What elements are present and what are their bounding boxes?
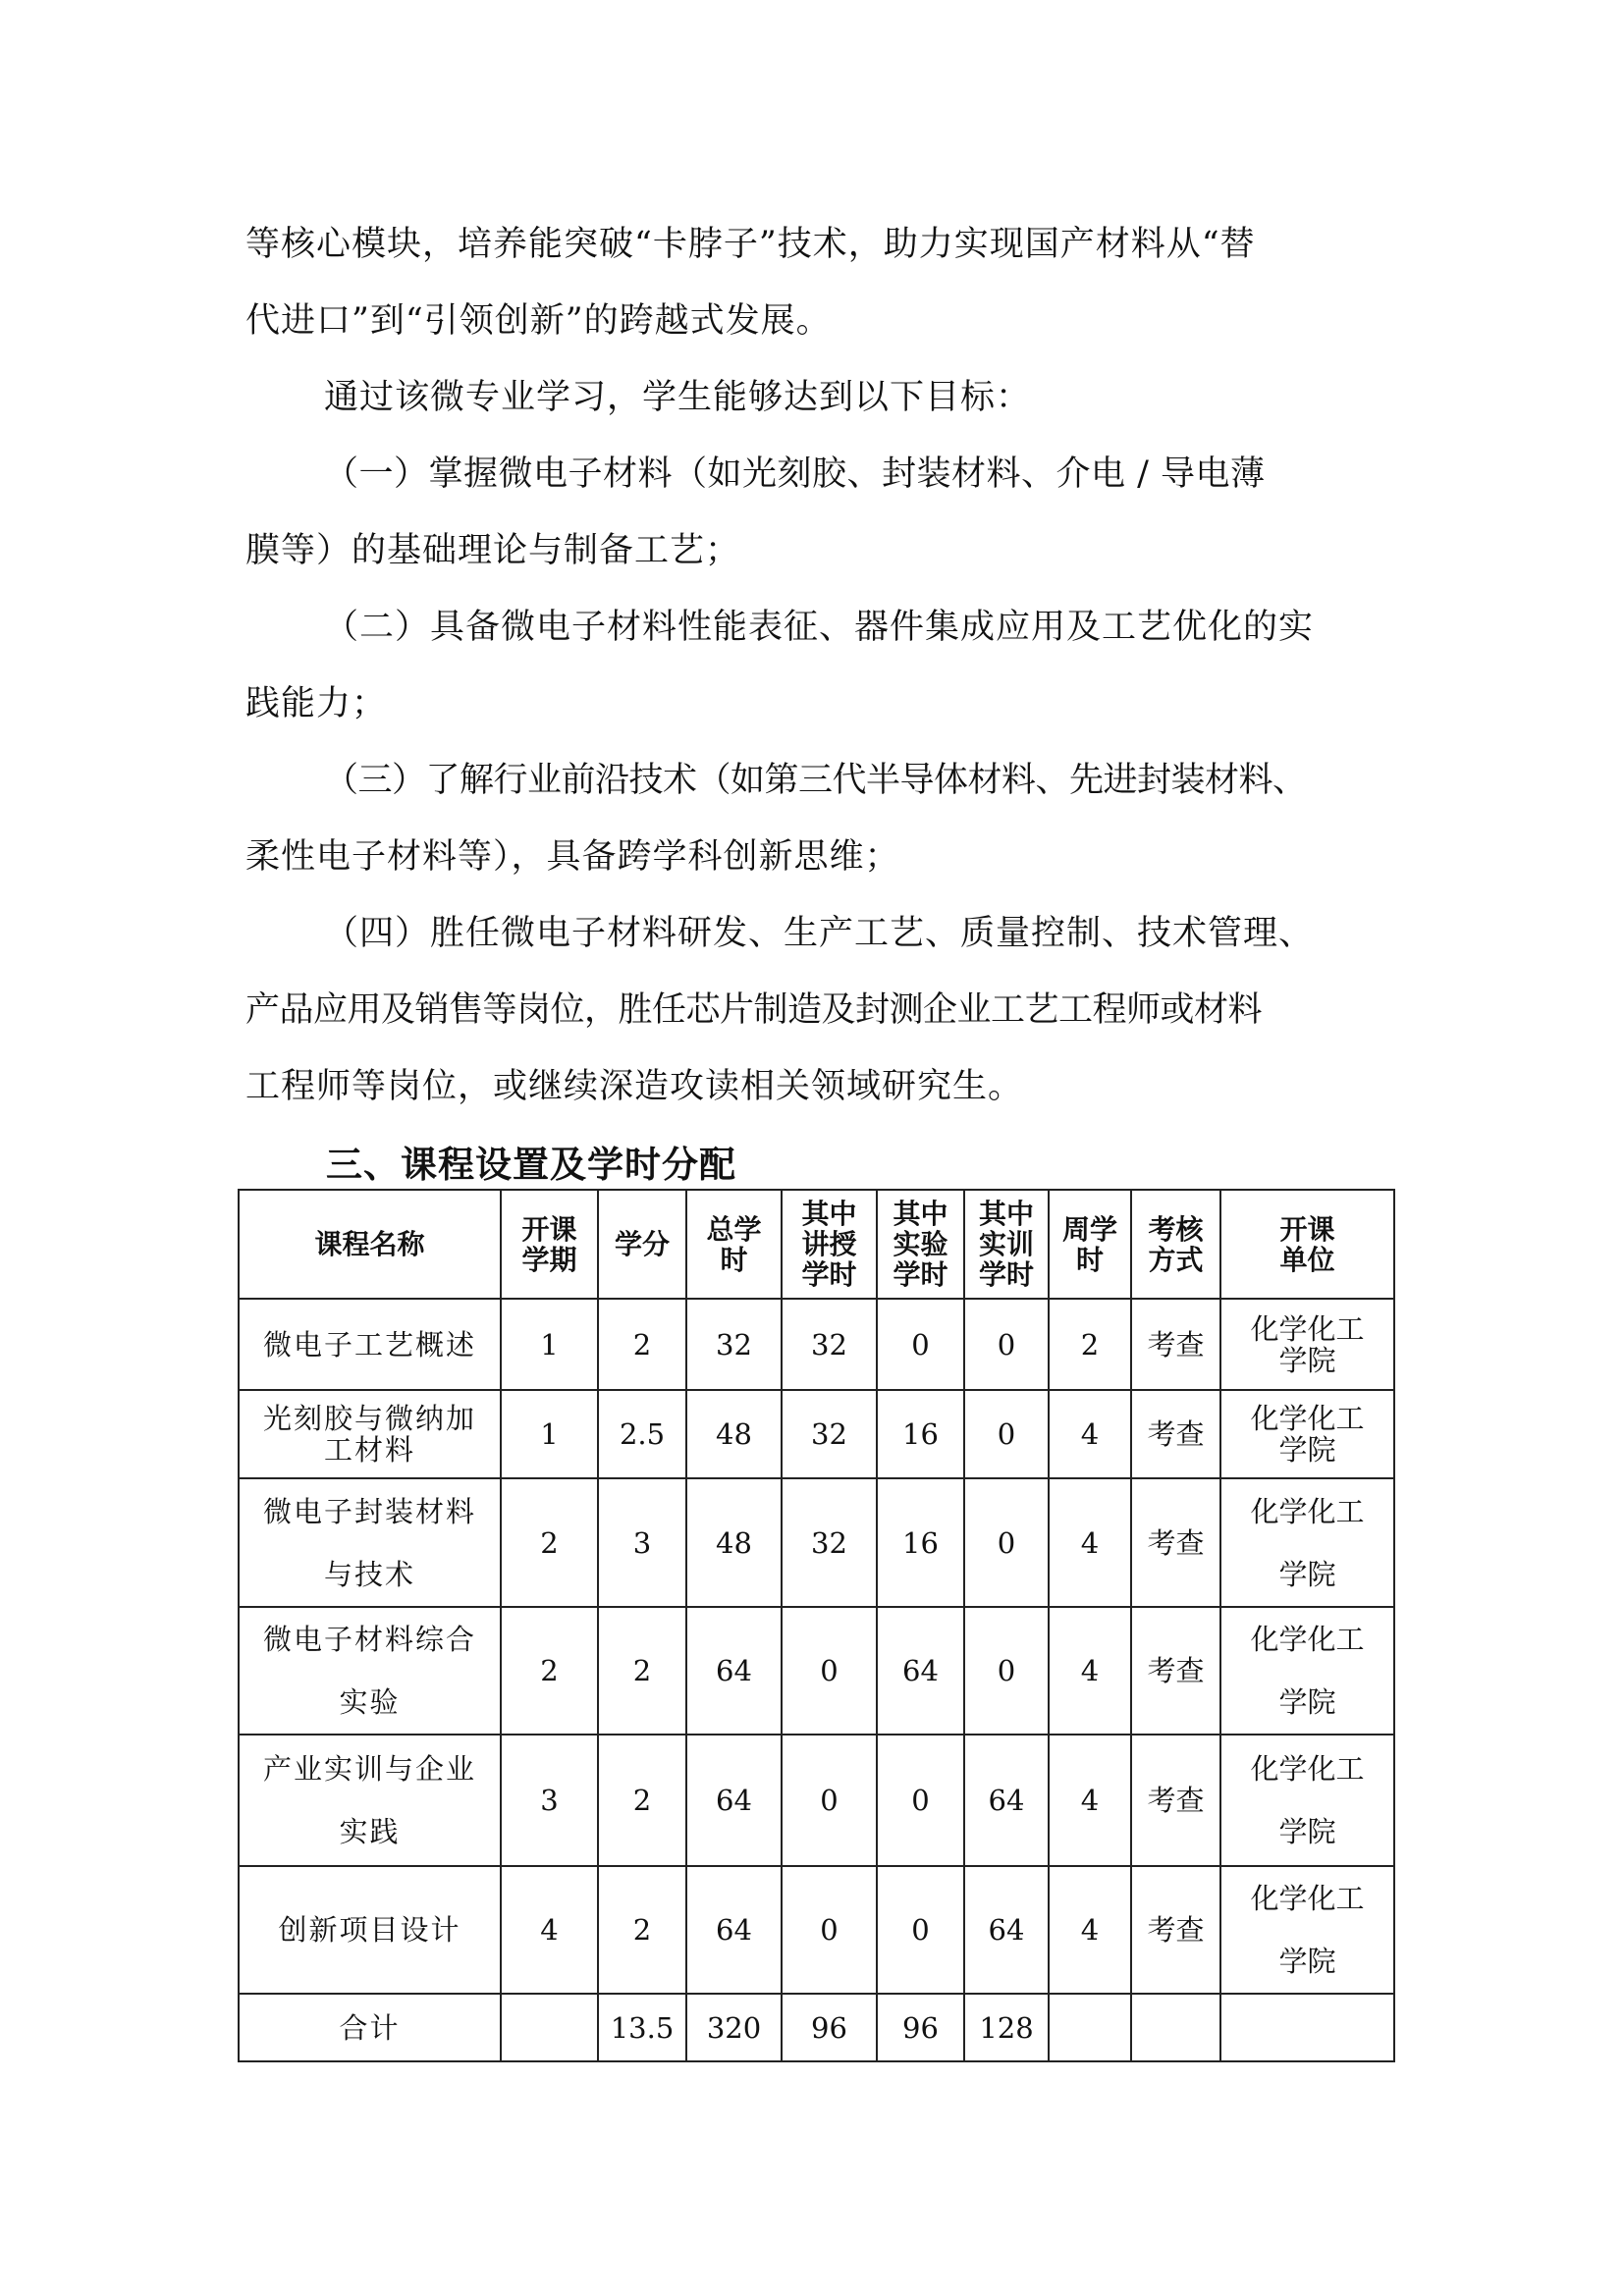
total-credits-cell: 13.5: [598, 1994, 686, 2061]
text-line: 膜等）的基础理论与制备工艺；: [245, 531, 741, 570]
paragraph-goal-3: [245, 742, 1394, 895]
credits-cell: 2: [598, 1735, 686, 1866]
semester-cell: 1: [501, 1390, 598, 1478]
total-hours-cell: 320: [686, 1994, 782, 2061]
weekly-hours-cell: 4: [1049, 1607, 1131, 1735]
total-unit-cell: [1220, 1994, 1394, 2061]
total-label: 合计: [239, 1994, 501, 2061]
header-semester: 开课 学期: [501, 1190, 598, 1299]
header-assessment: 考核 方式: [1131, 1190, 1220, 1299]
table-row: [239, 1390, 1394, 1478]
weekly-hours-cell: 4: [1049, 1478, 1131, 1607]
total-lecture-hours-cell: 96: [782, 1994, 877, 2061]
credits-cell: 3: [598, 1478, 686, 1607]
weekly-hours-cell: 2: [1049, 1299, 1131, 1390]
text-line: 践能力；: [245, 684, 388, 723]
semester-cell: 1: [501, 1299, 598, 1390]
header-lab-hours: 其中 实验 学时: [877, 1190, 964, 1299]
header-weekly-hours: 周学 时: [1049, 1190, 1131, 1299]
paragraph-goal-4: [245, 895, 1394, 1125]
header-unit: 开课 单位: [1220, 1190, 1394, 1299]
table-header-row: [239, 1190, 1394, 1299]
total-training-hours-cell: 128: [964, 1994, 1049, 2061]
assessment-cell: 考查: [1131, 1735, 1220, 1866]
table-row: [239, 1735, 1394, 1866]
training-hours-cell: 0: [964, 1607, 1049, 1735]
unit-cell: 化学化工 学院: [1220, 1866, 1394, 1994]
lab-hours-cell: 0: [877, 1735, 964, 1866]
unit-cell: 化学化工 学院: [1220, 1478, 1394, 1607]
semester-cell: 2: [501, 1478, 598, 1607]
lab-hours-cell: 16: [877, 1478, 964, 1607]
course-name: 微电子封装材料 与技术: [239, 1478, 501, 1607]
total-lab-hours-cell: 96: [877, 1994, 964, 2061]
table-row: [239, 1478, 1394, 1607]
unit-cell: 化学化工 学院: [1220, 1390, 1394, 1478]
table-row: [239, 1866, 1394, 1994]
credits-cell: 2: [598, 1607, 686, 1735]
course-name: 产业实训与企业 实践: [239, 1735, 501, 1866]
assessment-cell: 考查: [1131, 1607, 1220, 1735]
assessment-cell: 考查: [1131, 1390, 1220, 1478]
assessment-cell: 考查: [1131, 1478, 1220, 1607]
lecture-hours-cell: 32: [782, 1390, 877, 1478]
text-line: （四）胜任微电子材料研发、生产工艺、质量控制、技术管理、: [324, 914, 1315, 953]
lecture-hours-cell: 0: [782, 1735, 877, 1866]
training-hours-cell: 0: [964, 1299, 1049, 1390]
text-line: 等核心模块，培养能突破“卡脖子”技术，助力实现国产材料从“替: [245, 225, 1256, 264]
text-line: （二）具备微电子材料性能表征、器件集成应用及工艺优化的实: [324, 608, 1315, 647]
unit-cell: 化学化工 学院: [1220, 1607, 1394, 1735]
text-line: 工程师等岗位，或继续深造攻读相关领域研究生。: [245, 1067, 1024, 1106]
total-hours-cell: 64: [686, 1735, 782, 1866]
total-semester-cell: [501, 1994, 598, 2061]
course-name: 创新项目设计: [239, 1866, 501, 1994]
paragraph-goal-1: [245, 436, 1394, 589]
lab-hours-cell: 64: [877, 1607, 964, 1735]
training-hours-cell: 64: [964, 1735, 1049, 1866]
course-name: 光刻胶与微纳加 工材料: [239, 1390, 501, 1478]
text-line: 代进口”到“引领创新”的跨越式发展。: [245, 301, 832, 341]
total-hours-cell: 48: [686, 1390, 782, 1478]
lab-hours-cell: 0: [877, 1299, 964, 1390]
table-row: [239, 1607, 1394, 1735]
course-name: 微电子工艺概述: [239, 1299, 501, 1390]
text-line: 通过该微专业学习，学生能够达到以下目标：: [324, 378, 1032, 417]
assessment-cell: 考查: [1131, 1866, 1220, 1994]
course-name: 微电子材料综合 实验: [239, 1607, 501, 1735]
training-hours-cell: 0: [964, 1390, 1049, 1478]
header-lecture-hours: 其中 讲授 学时: [782, 1190, 877, 1299]
total-hours-cell: 64: [686, 1607, 782, 1735]
header-credits: 学分: [598, 1190, 686, 1299]
lecture-hours-cell: 0: [782, 1607, 877, 1735]
paragraph-goal-2: [245, 589, 1394, 742]
paragraph-intro-end: [245, 206, 1394, 359]
table-row: [239, 1299, 1394, 1390]
paragraph-goals-intro: [245, 359, 1394, 436]
unit-cell: 化学化工 学院: [1220, 1735, 1394, 1866]
unit-cell: 化学化工 学院: [1220, 1299, 1394, 1390]
lecture-hours-cell: 32: [782, 1299, 877, 1390]
text-line: 产品应用及销售等岗位，胜任芯片制造及封测企业工艺工程师或材料: [245, 990, 1263, 1030]
lecture-hours-cell: 32: [782, 1478, 877, 1607]
table-total-row: [239, 1994, 1394, 2061]
text-line: （三）了解行业前沿技术（如第三代半导体材料、先进封装材料、: [324, 761, 1307, 800]
lab-hours-cell: 0: [877, 1866, 964, 1994]
lecture-hours-cell: 0: [782, 1866, 877, 1994]
credits-cell: 2: [598, 1299, 686, 1390]
weekly-hours-cell: 4: [1049, 1390, 1131, 1478]
credits-cell: 2: [598, 1866, 686, 1994]
course-table: [238, 1189, 1395, 2062]
semester-cell: 2: [501, 1607, 598, 1735]
assessment-cell: 考查: [1131, 1299, 1220, 1390]
credits-cell: 2.5: [598, 1390, 686, 1478]
weekly-hours-cell: 4: [1049, 1735, 1131, 1866]
text-line: （一）掌握微电子材料（如光刻胶、封装材料、介电 / 导电薄: [324, 454, 1266, 494]
total-weekly-hours-cell: [1049, 1994, 1131, 2061]
semester-cell: 4: [501, 1866, 598, 1994]
lab-hours-cell: 16: [877, 1390, 964, 1478]
total-hours-cell: 64: [686, 1866, 782, 1994]
section-heading: 三、课程设置及学时分配: [326, 1144, 736, 1186]
header-course-name: 课程名称: [239, 1190, 501, 1299]
training-hours-cell: 0: [964, 1478, 1049, 1607]
total-hours-cell: 48: [686, 1478, 782, 1607]
total-assessment-cell: [1131, 1994, 1220, 2061]
header-training-hours: 其中 实训 学时: [964, 1190, 1049, 1299]
header-total-hours: 总学 时: [686, 1190, 782, 1299]
total-hours-cell: 32: [686, 1299, 782, 1390]
semester-cell: 3: [501, 1735, 598, 1866]
training-hours-cell: 64: [964, 1866, 1049, 1994]
text-line: 柔性电子材料等），具备跨学科创新思维；: [245, 837, 900, 877]
weekly-hours-cell: 4: [1049, 1866, 1131, 1994]
